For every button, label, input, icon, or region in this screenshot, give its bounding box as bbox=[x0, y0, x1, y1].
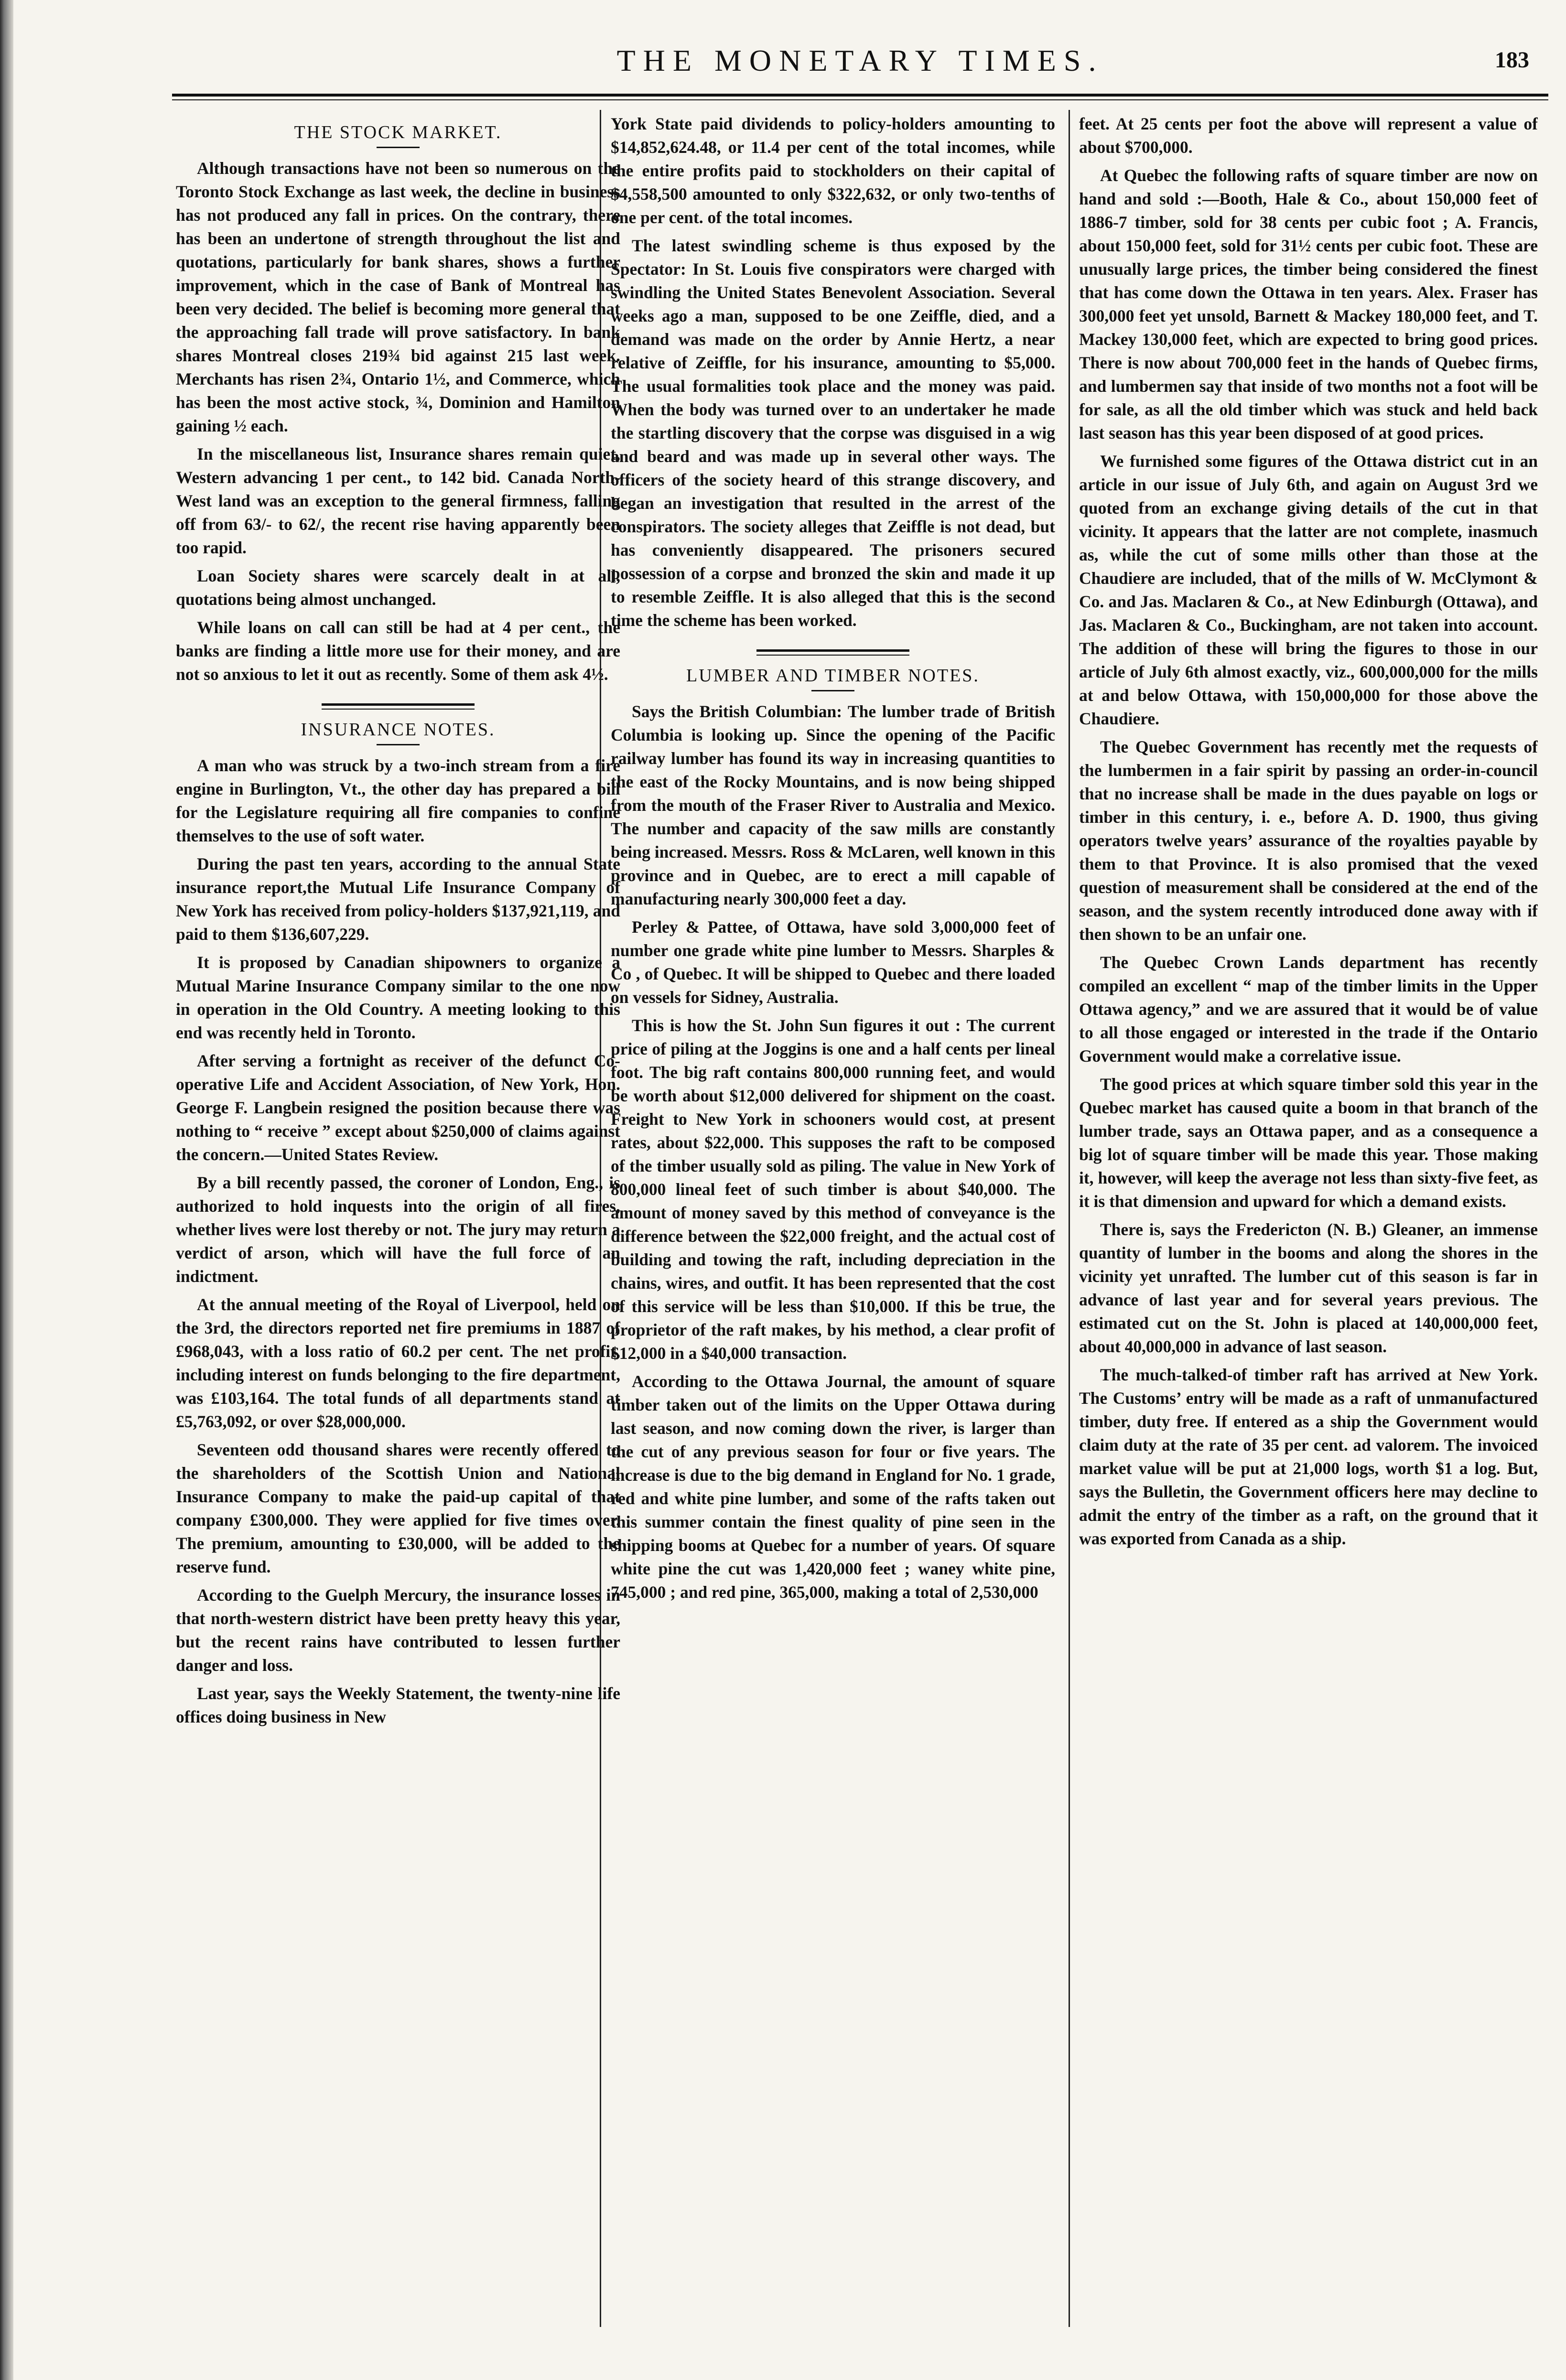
article-paragraph: The latest swindling scheme is thus exposed by the Spectator: In St. Louis five conspirators were charged with swindling the United States Benevolent Association. Several weeks ago a man, supposed to be one Zeiffle, died, and a demand was made on the order by Annie Hertz, a near relative of Zeiffle, for his insurance, amounting to $5,000. The usual formalities took place and the money was paid. When the body was turned over to an undertaker he made the startling discovery that the corpse was disguised in a wig and beard and was made up in several other ways. The officers of the society heard of this strange discovery, and began an investigation that resulted in the arrest of the conspirators. The society alleges that Zeiffle is not dead, but has conveniently disappeared. The prisoners secured possession of a corpse and bronzed the skin and made it up to resemble Zeiffle. It is also alleged that this is the second time the scheme has been worked. bbox=[611, 236, 1055, 630]
page-title: THE MONETARY TIMES. bbox=[616, 43, 1104, 77]
article-paragraph: Although transactions have not been so numerous on the Toronto Stock Exchange as last week, the decline in business has not produced any fall in prices. On the contrary, there has been an undertone of strength throughout the list and quotations, particularly for bank shares, shows a further improvement, which in the case of Bank of Montreal has been very decided. The belief is becoming more general that the approaching fall trade will prove satisfactory. In bank shares Montreal closes 219¾ bid against 215 last week. Merchants has risen 2¾, Ontario 1½, and Commerce, which has been the most active stock, ¾, Dominion and Hamilton gaining ½ each. bbox=[176, 159, 620, 435]
article-paragraph: There is, says the Fredericton (N. B.) Gleaner, an immense quantity of lumber in the booms and along the shores in the vicinity yet unrafted. The lumber cut of this season is far in advance of last year and for several years previous. The estimated cut on the St. John is placed at 140,000,000 feet, about 40,000,000 in advance of last season. bbox=[1079, 1220, 1538, 1356]
article-paragraph: Loan Society shares were scarcely dealt in at all, quotations being almost unchanged. bbox=[176, 566, 620, 609]
article-paragraph: Last year, says the Weekly Statement, the twenty-nine life offices doing business in New bbox=[176, 1684, 620, 1726]
column-3 bbox=[1079, 112, 1538, 2325]
article-paragraph: According to the Ottawa Journal, the amount of square timber taken out of the limits on the Upper Ottawa during last season, and now coming down the river, is larger than the cut of any previous season for four or five years. The increase is due to the big demand in England for No. 1 grade, red and white pine lumber, and some of the rafts taken out this summer contain the finest quality of pine seen in the shipping booms at Quebec for a number of years. Of square white pine the cut was 1,420,000 feet ; waney white pine, 745,000 ; and red pine, 365,000, making a total of 2,530,000 bbox=[611, 1372, 1055, 1602]
article-paragraph: A man who was struck by a two-inch stream from a fire engine in Burlington, Vt., the other day has prepared a bill for the Legislature requiring all fire companies to confine themselves to the use of soft water. bbox=[176, 756, 620, 845]
article-paragraph: During the past ten years, according to the annual State insurance report,the Mutual Life Insurance Company of New York has received from policy-holders $137,921,119, and paid to them $136,607,229. bbox=[176, 854, 620, 944]
article-paragraph: York State paid dividends to policy-holders amounting to $14,852,624.48, or 11.4 per cent of the total incomes, while the entire profits paid to stockholders on their capital of $4,558,500 amounted to only $322,632, or only two-tenths of one per cent. of the total incomes. bbox=[611, 114, 1055, 227]
section-divider bbox=[322, 703, 475, 710]
heading-rule bbox=[377, 744, 420, 745]
article-paragraph: At Quebec the following rafts of square timber are now on hand and sold :—Booth, Hale & Co., about 150,000 feet of 1886-7 timber, sold for 38 cents per cubic foot ; A. Francis, about 150,000 feet, sold for 31½ cents per cubic foot. These are unusually large prices, the timber being considered the finest that has come down the Ottawa in ten years. Alex. Fraser has 300,000 feet yet unsold, Barnett & Mackey 180,000 feet, and T. Mackey 130,000 feet, which are expected to bring good prices. There is now about 700,000 feet in the hands of Quebec firms, and lumbermen say that inside of two months not a foot will be for sale, as all the old timber which was stuck and held back last season has this year been disposed of at good prices. bbox=[1079, 166, 1538, 442]
article-paragraph: feet. At 25 cents per foot the above will represent a value of about $700,000. bbox=[1079, 114, 1538, 157]
article-paragraph: We furnished some figures of the Ottawa district cut in an article in our issue of July 6th, and again on August 3rd we quoted from an exchange giving details of the cut in that vicinity. It appears that the latter are not complete, inasmuch as, while the cut of some mills other than those at the Chaudiere are included, that of the mills of W. McClymont & Co. and Jas. Maclaren & Co., at New Edinburgh (Ottawa), and Jas. Maclaren & Co., Buckingham, are not taken into account. The addition of these will bring the figures to those in our article of July 6th almost exactly, viz., 600,000,000 for the mills at and below Ottawa, with 150,000,000 for those above the Chaudiere. bbox=[1079, 452, 1538, 728]
article-paragraph: The Quebec Government has recently met the requests of the lumbermen in a fair spirit by passing an order-in-council that no increase shall be made in the dues payable on logs or timber in this century, i. e., before A. D. 1900, thus giving operators twelve years’ assurance of the royalties payable by them to that Province. It is also promised that the vexed question of measurement shall be considered at the end of the season, and the system recently introduced done away with if then shown to be an unfair one. bbox=[1079, 737, 1538, 944]
article-paragraph: In the miscellaneous list, Insurance shares remain quiet, Western advancing 1 per cent., to 142 bid. Canada North-West land was an exception to the general firmness, falling off from 63/- to 62/, the recent rise having apparently been too rapid. bbox=[176, 444, 620, 557]
header-rule-thin bbox=[172, 99, 1548, 100]
article-paragraph: It is proposed by Canadian shipowners to organize a Mutual Marine Insurance Company similar to the one now in operation in the Old Country. A meeting looking to this end was recently held in Toronto. bbox=[176, 953, 620, 1042]
article-paragraph: Says the British Columbian: The lumber trade of British Columbia is looking up. Since the opening of the Pacific railway lumber has found its way in increasing quantities to the east of the Rocky Mountains, and is now being shipped from the mouth of the Fraser River to Australia and Mexico. The number and capacity of the saw mills are constantly being increased. Messrs. Ross & McLaren, well known in this province and in Quebec, are to erect a mill capable of manufacturing nearly 300,000 feet a day. bbox=[611, 702, 1055, 908]
page-header bbox=[172, 43, 1548, 86]
article-paragraph: The good prices at which square timber sold this year in the Quebec market has caused quite a boom in that branch of the lumber trade, says an Ottawa paper, and as a consequence a big lot of square timber will be made this year. Those making it, however, will keep the average not less than sixty-five feet, as it is that dimension and upward for which a demand exists. bbox=[1079, 1075, 1538, 1211]
column-1 bbox=[176, 112, 620, 2325]
article-paragraph: By a bill recently passed, the coroner of London, Eng., is authorized to hold inquests into the origin of all fires, whether lives were lost thereby or not. The jury may return a verdict of arson, which will have the full force of an indictment. bbox=[176, 1173, 620, 1286]
article-paragraph: At the annual meeting of the Royal of Liverpool, held on the 3rd, the directors reported net fire premiums in 1887 of £968,043, with a loss ratio of 60.2 per cent. The net profit, including interest on funds belonging to the fire department, was £103,164. The total funds of all departments stand at £5,763,092, or over $28,000,000. bbox=[176, 1295, 620, 1431]
heading-rule bbox=[811, 690, 854, 691]
article-paragraph: According to the Guelph Mercury, the insurance losses in that north-western district have been pretty heavy this year, but the recent rains have contributed to lessen further danger and loss. bbox=[176, 1585, 620, 1675]
article-paragraph: The Quebec Crown Lands department has recently compiled an excellent “ map of the timber limits in the Upper Ottawa agency,” and we are assured that it would be of value to all those engaged or interested in the trade if the Ontario Government would make a correlative issue. bbox=[1079, 953, 1538, 1066]
scanned-page-edge bbox=[0, 0, 13, 2380]
stock-market-heading: THE STOCK MARKET. bbox=[294, 122, 502, 142]
article-paragraph: Perley & Pattee, of Ottawa, have sold 3,000,000 feet of number one grade white pine lumber to Messrs. Sharples & Co , of Quebec. It will be shipped to Quebec and there loaded on vessels for Sidney, Australia. bbox=[611, 917, 1055, 1007]
section-divider bbox=[756, 649, 909, 656]
article-paragraph: Seventeen odd thousand shares were recently offered to the shareholders of the Scottish Union and National Insurance Company to make the paid-up capital of that company £300,000. They were applied for five times over. The premium, amounting to £30,000, will be added to the reserve fund. bbox=[176, 1440, 620, 1576]
article-paragraph: This is how the St. John Sun figures it out : The current price of piling at the Joggins is one and a half cents per lineal foot. The big raft contains 800,000 running feet, and would be worth about $12,000 delivered for shipment on the coast. Freight to New York in schooners would cost, at present rates, about $22,000. This supposes the raft to be composed of the timber usually sold as piling. The value in New York of 800,000 lineal feet of such timber is about $40,000. The amount of money saved by this method of conveyance is the difference between the $22,000 freight, and the actual cost of building and towing the raft, including depreciation in the chains, wires, and outfit. It has been represented that the cost of this service will be less than $10,000. If this be true, the proprietor of the raft makes, by his method, a clear profit of $12,000 in a $40,000 transaction. bbox=[611, 1016, 1055, 1363]
header-rule bbox=[172, 94, 1548, 97]
column-separator bbox=[1069, 110, 1070, 2327]
article-paragraph: After serving a fortnight as receiver of the defunct Co-operative Life and Accident Association, of New York, Hon. George F. Langbein resigned the position because there was nothing to “ receive ” except about $250,000 of claims against the concern.—United States Review. bbox=[176, 1051, 620, 1164]
article-paragraph: While loans on call can still be had at 4 per cent., the banks are finding a little more use for their money, and are not so anxious to let it out as recently. Some of them ask 4½. bbox=[176, 618, 620, 684]
lumber-notes-heading: LUMBER AND TIMBER NOTES. bbox=[686, 666, 980, 686]
insurance-notes-heading: INSURANCE NOTES. bbox=[301, 720, 496, 740]
heading-rule bbox=[377, 147, 420, 148]
article-paragraph: The much-talked-of timber raft has arrived at New York. The Customs’ entry will be made as a raft of unmanufactured timber, duty free. If entered as a ship the Government would claim duty at the rate of 35 per cent. ad valorem. The invoiced market value will be put at 21,000 logs, worth $1 a log. But, says the Bulletin, the Government officers here may decline to admit the entry of the timber as a raft, on the ground that it was exported from Canada as a ship. bbox=[1079, 1365, 1538, 1548]
page-number: 183 bbox=[1495, 47, 1529, 73]
column-2 bbox=[611, 112, 1055, 2325]
